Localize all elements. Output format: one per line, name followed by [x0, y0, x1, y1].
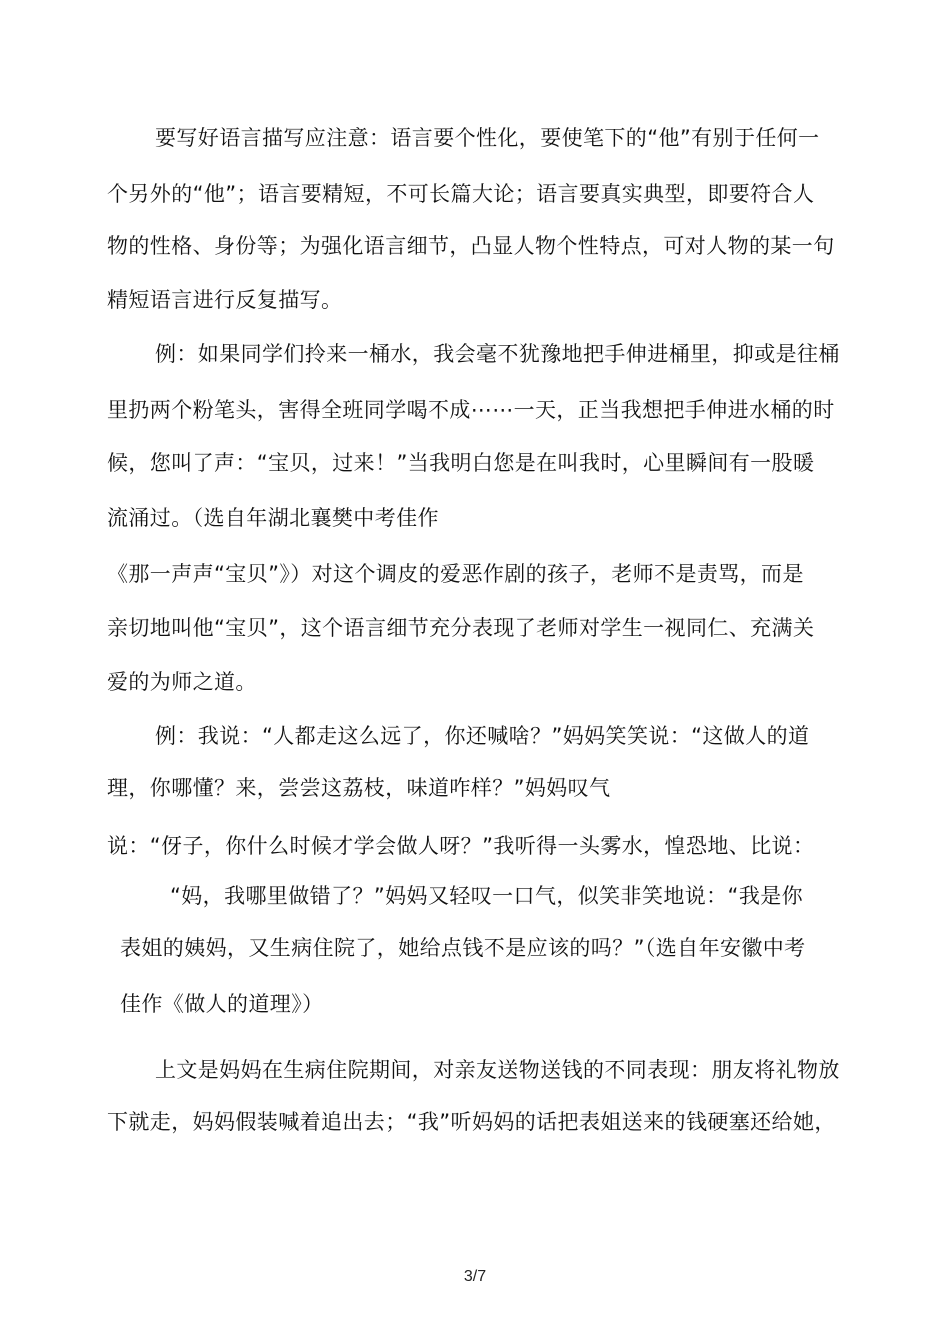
- text-line: 下就走，妈妈假装喊着追出去；“我”听妈妈的话把表姐送来的钱硬塞还给她，: [107, 1110, 836, 1134]
- text-line: 说：“伢子，你什么时候才学会做人呀？”我听得一头雾水，惶恐地、比说：: [107, 834, 815, 858]
- text-line: 候，您叫了声：“宝贝，过来！”当我明白您是在叫我时，心里瞬间有一股暖: [107, 451, 815, 475]
- text-line: 理，你哪懂？来，尝尝这荔枝，味道咋样？”妈妈叹气: [107, 776, 611, 800]
- text-line: 爱的为师之道。: [107, 670, 257, 694]
- text-line: 例：如果同学们拎来一桶水，我会毫不犹豫地把手伸进桶里，抑或是往桶: [155, 342, 840, 366]
- text-line: 亲切地叫他“宝贝”，这个语言细节充分表现了老师对学生一视同仁、充满关: [107, 616, 815, 640]
- text-line: 上文是妈妈在生病住院期间，对亲友送物送钱的不同表现：朋友将礼物放: [155, 1058, 840, 1082]
- text-line: 要写好语言描写应注意：语言要个性化，要使笔下的“他”有别于任何一: [155, 126, 820, 150]
- text-line: 精短语言进行反复描写。: [107, 288, 343, 312]
- text-line: 物的性格、身份等；为强化语言细节，凸显人物个性特点，可对人物的某一句: [107, 234, 835, 258]
- text-line: 例：我说：“人都走这么远了，你还喊啥？”妈妈笑笑说：“这做人的道: [155, 724, 810, 748]
- text-line: 流涌过。（选自年湖北襄樊中考佳作: [107, 506, 439, 530]
- text-line: 佳作《做人的道理》）: [120, 992, 324, 1016]
- text-line: 里扔两个粉笔头，害得全班同学喝不成⋯⋯一天，正当我想把手伸进水桶的时: [107, 398, 835, 422]
- text-line: “妈，我哪里做错了？”妈妈又轻叹一口气，似笑非笑地说：“我是你: [170, 884, 804, 908]
- text-line: 个另外的“他”；语言要精短，不可长篇大论；语言要真实典型，即要符合人: [107, 182, 815, 206]
- text-line: 《那一声声“宝贝”》）对这个调皮的爱恶作剧的孩子，老师不是责骂，而是: [107, 562, 804, 586]
- page-number: 3/7: [463, 1268, 487, 1285]
- text-line: 表姐的姨妈，又生病住院了，她给点钱不是应该的吗？”（选自年安徽中考: [120, 936, 806, 960]
